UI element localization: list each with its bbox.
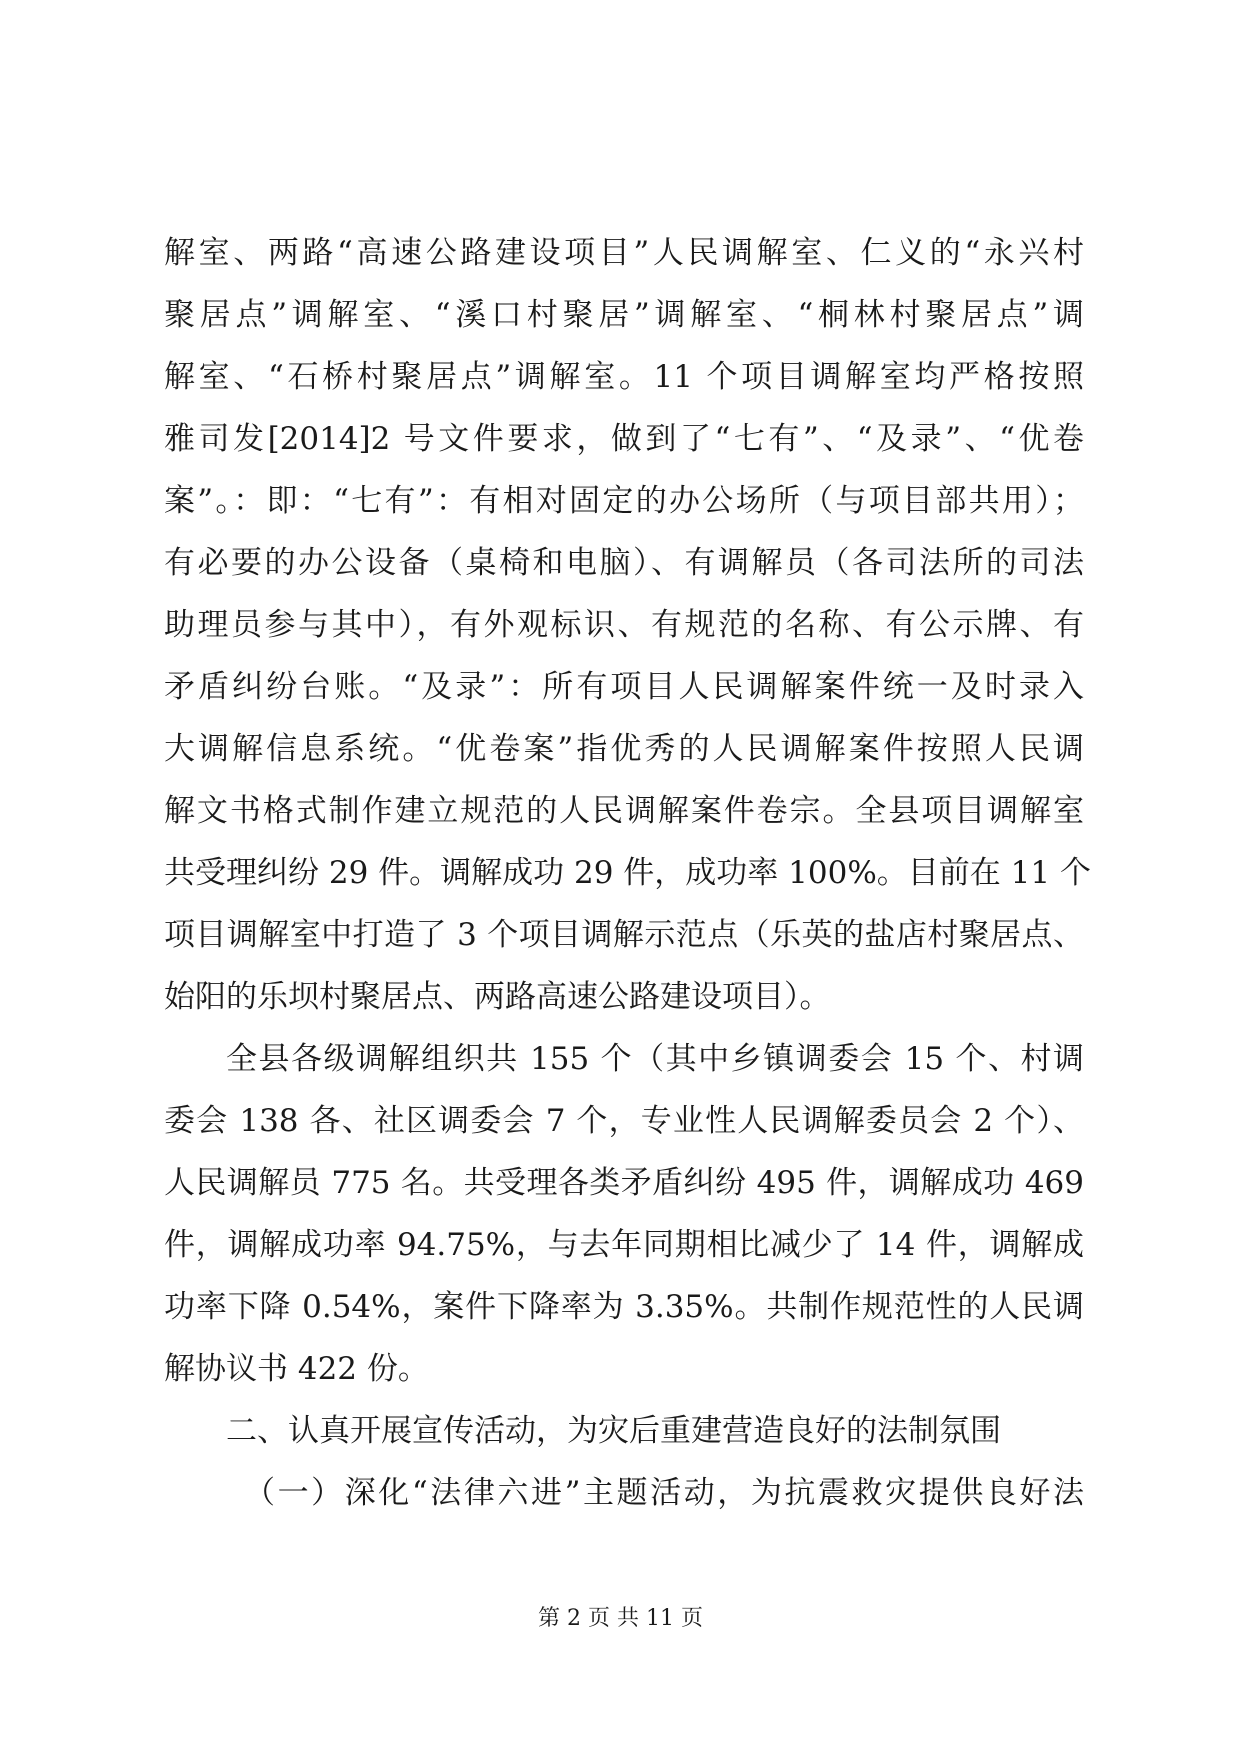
text-line: 解协议书 422 份。 <box>164 1351 429 1387</box>
text-line: 解文书格式制作建立规范的人民调解案件卷宗。全县项目调解室 <box>164 793 1084 829</box>
text-line: 大调解信息系统。“优卷案”指优秀的人民调解案件按照人民调 <box>164 731 1084 767</box>
text-line: 案”。：即：“七有”：有相对固定的办公场所（与项目部共用）； <box>164 483 1084 519</box>
text-line: 共受理纠纷 29 件。调解成功 29 件，成功率 100%。目前在 11 个 <box>164 855 1091 891</box>
text-line: 始阳的乐坝村聚居点、两路高速公路建设项目）。 <box>164 979 831 1015</box>
text-line: 矛盾纠纷台账。“及录”：所有项目人民调解案件统一及时录入 <box>164 669 1084 705</box>
text-line: 解室、两路“高速公路建设项目”人民调解室、仁义的“永兴村 <box>164 235 1084 271</box>
text-line: 项目调解室中打造了 3 个项目调解示范点（乐英的盐店村聚居点、 <box>164 917 1084 953</box>
text-line: 解室、“石桥村聚居点”调解室。11 个项目调解室均严格按照 <box>164 359 1084 395</box>
text-line: 全县各级调解组织共 155 个（其中乡镇调委会 15 个、村调 <box>226 1041 1084 1077</box>
text-line: （一）深化“法律六进”主题活动，为抗震救灾提供良好法 <box>244 1475 1084 1511</box>
text-line: 有必要的办公设备（桌椅和电脑）、有调解员（各司法所的司法 <box>164 545 1084 581</box>
text-line: 件，调解成功率 94.75%，与去年同期相比减少了 14 件，调解成 <box>164 1227 1084 1263</box>
text-line: 助理员参与其中），有外观标识、有规范的名称、有公示牌、有 <box>164 607 1084 643</box>
text-line: 二、认真开展宣传活动，为灾后重建营造良好的法制氛围 <box>226 1413 1001 1449</box>
text-line: 雅司发[2014]2 号文件要求，做到了“七有”、“及录”、“优卷 <box>164 421 1084 457</box>
page-footer: 第 2 页 共 11 页 <box>538 1606 703 1631</box>
text-line: 委会 138 各、社区调委会 7 个，专业性人民调解委员会 2 个）、 <box>164 1103 1084 1139</box>
body-text <box>164 222 1091 1524</box>
text-line: 人民调解员 775 名。共受理各类矛盾纠纷 495 件，调解成功 469 <box>164 1165 1084 1201</box>
text-line: 功率下降 0.54%，案件下降率为 3.35%。共制作规范性的人民调 <box>164 1289 1084 1325</box>
text-line: 聚居点”调解室、“溪口村聚居”调解室、“桐林村聚居点”调 <box>164 297 1084 333</box>
